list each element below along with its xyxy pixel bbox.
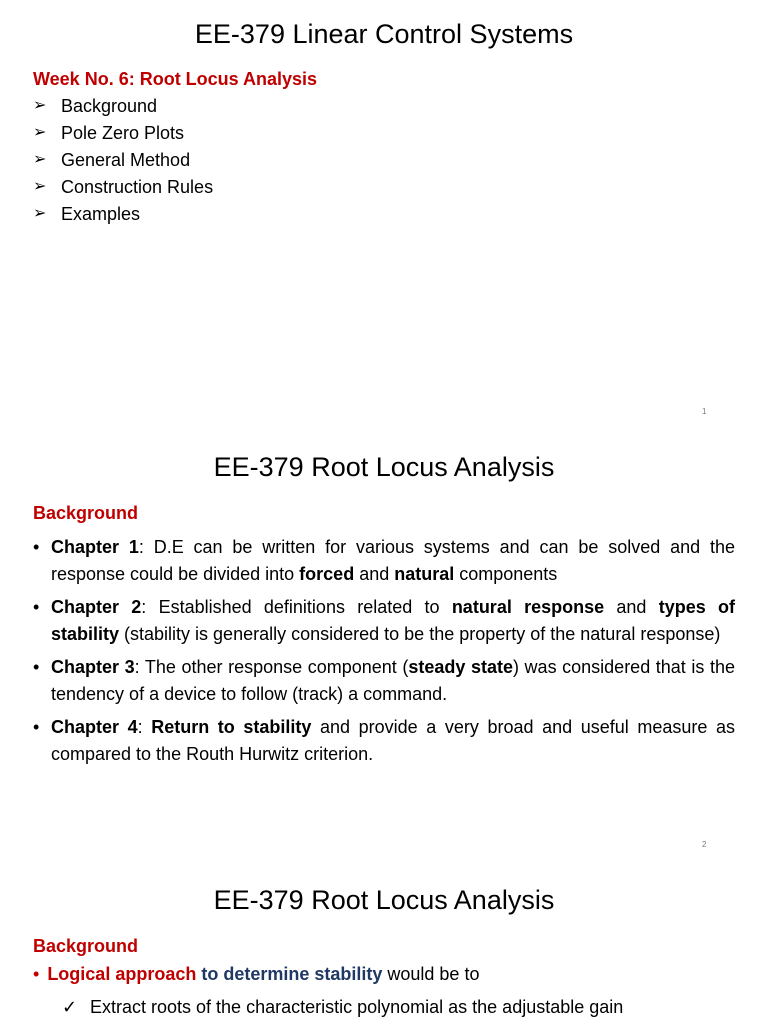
list-item: • Chapter 4: Return to stability and provide a very broad and useful measure as compared to the Routh Hurwitz criterion. (33, 717, 735, 764)
section-heading: Background (33, 503, 139, 523)
list-item: ➢ Background (33, 96, 158, 116)
check-icon: ✓ (62, 997, 78, 1017)
list-item: ➢ Construction Rules (33, 177, 214, 197)
topic-list (33, 95, 213, 230)
chapter-list (33, 534, 735, 774)
slide-1 (0, 0, 768, 433)
check-item: ✓ Extract roots of the characteristic polynomial as the adjustable gain (62, 997, 624, 1017)
arrow-bullet-icon: ➢ (33, 151, 47, 168)
slide-3 (0, 866, 768, 1024)
arrow-bullet-icon: ➢ (33, 205, 47, 222)
bullet-icon: • (33, 964, 40, 984)
list-item: ➢ Pole Zero Plots (33, 123, 185, 143)
page-number: 1 (702, 407, 707, 416)
arrow-bullet-icon: ➢ (33, 124, 47, 141)
slide-title: EE-379 Linear Control Systems (194, 19, 574, 49)
arrow-bullet-icon: ➢ (33, 178, 47, 195)
list-item: • Chapter 1: D.E can be written for various systems and can be solved and the response could be divided into forced and natural components (33, 537, 735, 584)
section-heading: Background (33, 936, 139, 956)
week-subtitle: Week No. 6: Root Locus Analysis (33, 69, 318, 89)
approach-line: • Logical approach to determine stability would be to (33, 964, 480, 984)
list-item: • Chapter 2: Established definitions related to natural response and types of stability (stability is generally considered to be the property of the natural response) (33, 597, 735, 644)
list-item: • Chapter 3: The other response component (steady state) was considered that is the tendency of a device to follow (track) a command. (33, 657, 735, 704)
arrow-bullet-icon: ➢ (33, 97, 47, 114)
slide-title: EE-379 Root Locus Analysis (213, 452, 555, 482)
page-number: 2 (702, 840, 707, 849)
slide-2 (0, 433, 768, 866)
slide-title: EE-379 Root Locus Analysis (213, 885, 555, 915)
list-item: ➢ Examples (33, 204, 141, 224)
list-item: ➢ General Method (33, 150, 191, 170)
